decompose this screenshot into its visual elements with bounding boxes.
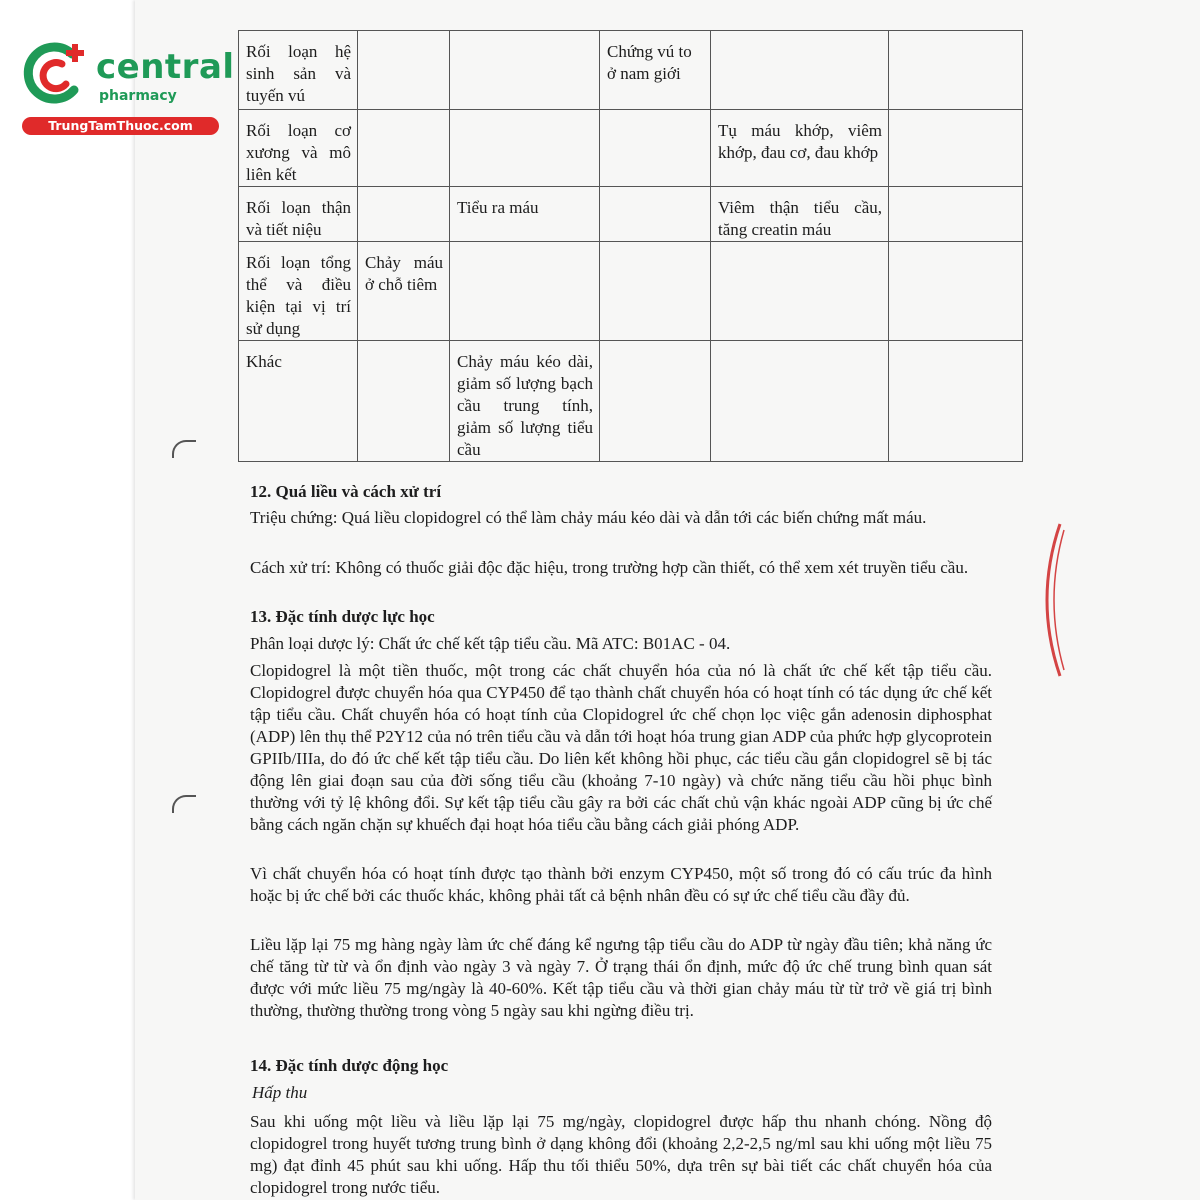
table-cell	[600, 242, 711, 341]
table-cell	[450, 110, 600, 187]
table-cell: Rối loạn hệ sinh sản và tuyến vú	[239, 31, 358, 110]
table-cell	[450, 31, 600, 110]
table-row	[239, 187, 1023, 242]
table-cell	[358, 187, 450, 242]
punch-hole-mark	[172, 440, 196, 458]
table-row	[239, 31, 1023, 110]
central-pharmacy-logo	[10, 0, 235, 133]
table-cell: Chảy máu ở chỗ tiêm	[358, 242, 450, 341]
table-cell: Chảy máu kéo dài, giảm số lượng bạch cầu trung tính, giảm số lượng tiểu cầu	[450, 341, 600, 462]
table-cell: Chứng vú to ở nam giới	[600, 31, 711, 110]
punch-hole-mark	[172, 795, 196, 813]
table-cell	[711, 341, 889, 462]
stamp-seal-icon	[1030, 520, 1066, 680]
table-cell	[358, 31, 450, 110]
table-cell	[889, 242, 1023, 341]
logo-website: TrungTamThuoc.com	[22, 117, 219, 135]
central-logo-mark-icon	[22, 40, 88, 106]
table-cell: Rối loạn thận và tiết niệu	[239, 187, 358, 242]
adverse-effects-table	[238, 30, 1023, 462]
table-cell	[358, 341, 450, 462]
section-13-classification: Phân loại dược lý: Chất ức chế kết tập tiểu cầu. Mã ATC: B01AC - 04.	[250, 634, 731, 653]
table-row	[239, 242, 1023, 341]
table-cell	[711, 242, 889, 341]
section-14-heading: 14. Đặc tính dược động học	[250, 1056, 449, 1075]
table-cell: Khác	[239, 341, 358, 462]
section-14-absorption: Sau khi uống một liều và liều lặp lại 75 mg/ngày, clopidogrel được hấp thu nhanh chóng. Nồng độ clopidogrel trong huyết tương trung bình ở dạng không đổi (khoảng 2,2-2,5 ng/ml sau khi uống một liều 75 mg) đạt đỉnh 45 phút sau khi uống. Hấp thu tối thiểu 50%, dựa trên sự bài tiết các chất chuyển hóa của clopidogrel trong nước tiểu.	[250, 1112, 992, 1197]
table-cell	[600, 110, 711, 187]
table-cell	[889, 341, 1023, 462]
table-cell	[889, 187, 1023, 242]
logo-brand: central	[96, 47, 235, 87]
section-12-heading: 12. Quá liều và cách xử trí	[250, 482, 442, 501]
section-12-treatment: Cách xử trí: Không có thuốc giải độc đặc hiệu, trong trường hợp cần thiết, có thể xem xét truyền tiểu cầu.	[250, 558, 969, 577]
table-cell	[450, 242, 600, 341]
section-13-cyp450: Vì chất chuyển hóa có hoạt tính được tạo thành bởi enzym CYP450, một số trong đó có cấu trúc đa hình hoặc bị ức chế bởi các thuốc khác, không phải tất cả bệnh nhân đều có sự ức chế tiểu cầu đầy đủ.	[250, 864, 992, 905]
table-row	[239, 341, 1023, 462]
table-row	[239, 110, 1023, 187]
section-14-subheading: Hấp thu	[252, 1083, 308, 1102]
section-13-mechanism: Clopidogrel là một tiền thuốc, một trong các chất chuyển hóa của nó là chất ức chế kết tập tiểu cầu. Clopidogrel được chuyển hóa qua CYP450 để tạo thành chất chuyển hóa có hoạt tính có tác dụng ức chế kết tập tiểu cầu. Chất chuyển hóa có hoạt tính của Clopidogrel ức chế chọn lọc việc gắn adenosin diphosphat (ADP) lên thụ thể P2Y12 của nó trên tiểu cầu và dẫn tới hoạt hóa trung gian ADP của phức hợp glycoprotein GPIIb/IIIa, do đó ức chế kết tập tiểu cầu. Do liên kết không hồi phục, các tiểu cầu gắn clopidogrel sẽ bị tác động lên giai đoạn sau của đời sống tiểu cầu (khoảng 7-10 ngày) và chức năng tiểu cầu hồi phục bình thường với tỷ lệ không đổi. Sự kết tập tiểu cầu gây ra bởi các chất chủ vận khác ngoài ADP cũng bị ức chế bằng cách ngăn chặn sự khuếch đại hoạt hóa tiểu cầu bằng cách giải phóng ADP.	[250, 661, 992, 834]
logo-subtitle: pharmacy	[99, 88, 177, 104]
table-cell: Tiểu ra máu	[450, 187, 600, 242]
table-cell	[889, 110, 1023, 187]
section-12-symptoms: Triệu chứng: Quá liều clopidogrel có thể làm chảy máu kéo dài và dẫn tới các biến chứng mất máu.	[250, 508, 927, 527]
section-13-heading: 13. Đặc tính dược lực học	[250, 607, 435, 626]
table-cell	[600, 341, 711, 462]
table-cell: Rối loạn cơ xương và mô liên kết	[239, 110, 358, 187]
table-cell: Viêm thận tiểu cầu, tăng creatin máu	[711, 187, 889, 242]
table-cell	[358, 110, 450, 187]
table-cell	[600, 187, 711, 242]
table-cell: Tụ máu khớp, viêm khớp, đau cơ, đau khớp	[711, 110, 889, 187]
table-cell	[889, 31, 1023, 110]
table-cell: Rối loạn tổng thể và điều kiện tại vị trí sử dụng	[239, 242, 358, 341]
table-cell	[711, 31, 889, 110]
section-13-dosing: Liều lặp lại 75 mg hàng ngày làm ức chế đáng kể ngưng tập tiểu cầu do ADP từ ngày đầu tiên; khả năng ức chế tăng từ từ và ổn định vào ngày 3 và ngày 7. Ở trạng thái ổn định, mức độ ức chế trung bình quan sát được với mức liều 75 mg/ngày là 40-60%. Kết tập tiểu cầu và thời gian chảy máu từ từ trở về giá trị bình thường, thường thường trong vòng 5 ngày sau khi ngừng điều trị.	[250, 935, 992, 1020]
